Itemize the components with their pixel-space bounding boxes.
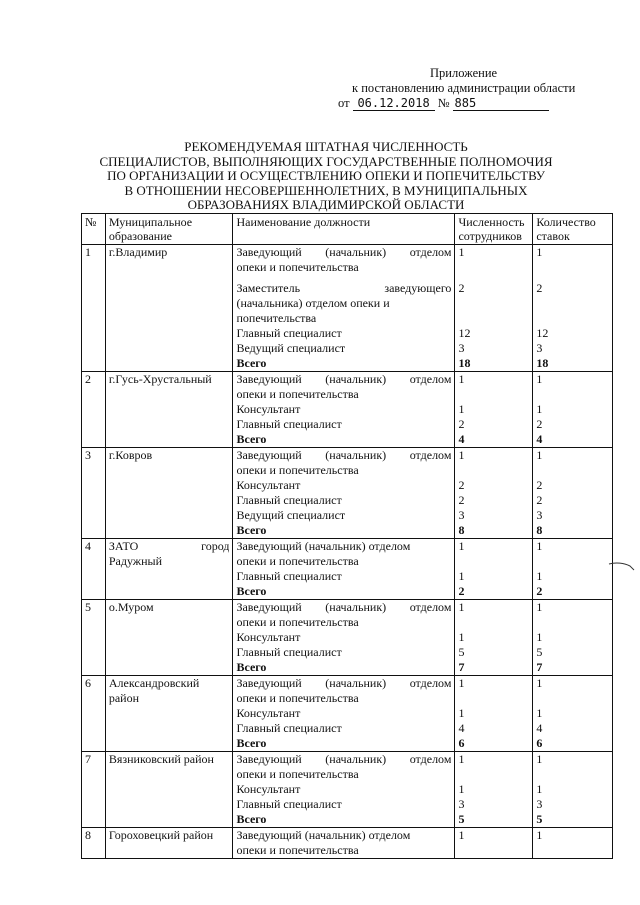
total-label: Всего: [236, 736, 267, 750]
employees-cell: [455, 245, 533, 372]
employee-count: 3: [458, 797, 465, 811]
employee-count: 1: [458, 630, 465, 644]
rates-cell: [533, 448, 613, 539]
number-label: №: [437, 96, 450, 110]
employees-cell: [455, 448, 533, 539]
position-cell: [233, 539, 455, 600]
position-name: Главный специалист: [236, 493, 342, 507]
position-name: Главный специалист: [236, 569, 342, 583]
appendix-date-number: [338, 96, 588, 111]
employee-count: 3: [458, 341, 465, 355]
rate-count: 3: [536, 341, 543, 355]
position-name: Главный специалист: [236, 326, 342, 340]
rates-cell: [533, 600, 613, 676]
rate-count: 3: [536, 797, 543, 811]
employee-count: 1: [458, 600, 465, 614]
document-title: [90, 140, 562, 213]
position-name: опеки и попечительства: [236, 463, 359, 477]
employee-count: 1: [458, 372, 465, 386]
header-position: Наименование должности: [233, 214, 455, 245]
employee-count: 1: [458, 752, 465, 766]
title-line: РЕКОМЕНДУЕМАЯ ШТАТНАЯ ЧИСЛЕННОСТЬ: [184, 139, 468, 154]
position-name: опеки и попечительства: [236, 691, 359, 705]
employee-count: 1: [458, 706, 465, 720]
position-cell: [233, 828, 455, 859]
employee-count: 4: [458, 432, 465, 446]
row-number: 8: [82, 828, 106, 859]
rate-count: 2: [536, 281, 543, 295]
rate-count: 1: [536, 539, 543, 553]
employees-cell: [455, 372, 533, 448]
rates-cell: [533, 372, 613, 448]
rate-count: 1: [536, 828, 543, 842]
employee-count: 1: [458, 448, 465, 462]
table-row: [82, 539, 613, 600]
table-row: [82, 372, 613, 448]
rate-count: 1: [536, 600, 543, 614]
from-label: от: [338, 96, 350, 110]
rate-count: 1: [536, 676, 543, 690]
position-name: опеки и попечительства: [236, 260, 359, 274]
position-cell: [233, 372, 455, 448]
employee-count: 2: [458, 493, 465, 507]
municipality-name: Вязниковский район: [105, 752, 233, 828]
rate-count: 1: [536, 245, 543, 259]
position-cell: [233, 676, 455, 752]
rate-count: 1: [536, 630, 543, 644]
employee-count: 18: [458, 356, 471, 370]
row-number: 3: [82, 448, 106, 539]
position-name: Заведующий (начальник) отделом: [236, 448, 452, 462]
employee-count: 8: [458, 523, 465, 537]
municipality-name: Гороховецкий район: [105, 828, 233, 859]
position-name: (начальника) отделом опеки и: [236, 296, 390, 310]
position-name: опеки и попечительства: [236, 554, 359, 568]
employee-count: 1: [458, 782, 465, 796]
employees-cell: [455, 828, 533, 859]
employee-count: 1: [458, 245, 465, 259]
position-cell: [233, 448, 455, 539]
row-number: 6: [82, 676, 106, 752]
position-name: Заведующий (начальник) отделом: [236, 676, 452, 690]
rate-count: 1: [536, 782, 543, 796]
position-cell: [233, 600, 455, 676]
rate-count: 6: [536, 736, 543, 750]
row-number: 7: [82, 752, 106, 828]
table-row: [82, 752, 613, 828]
municipality-name: Александровский район: [105, 676, 233, 752]
employee-count: 2: [458, 417, 465, 431]
municipality-name: г.Ковров: [105, 448, 233, 539]
rate-count: 1: [536, 752, 543, 766]
table-row: [82, 600, 613, 676]
employee-count: 2: [458, 584, 465, 598]
position-cell: [233, 245, 455, 372]
employee-count: 5: [458, 812, 465, 826]
employee-count: 2: [458, 281, 465, 295]
rate-count: 7: [536, 660, 543, 674]
rate-count: 1: [536, 569, 543, 583]
rate-count: 2: [536, 478, 543, 492]
row-number: 1: [82, 245, 106, 372]
total-label: Всего: [236, 432, 267, 446]
position-name: Главный специалист: [236, 417, 342, 431]
rates-cell: [533, 828, 613, 859]
position-name: опеки и попечительства: [236, 767, 359, 781]
table-row: [82, 245, 613, 372]
employee-count: 1: [458, 676, 465, 690]
employee-count: 1: [458, 828, 465, 842]
employees-cell: [455, 752, 533, 828]
rate-count: 5: [536, 812, 543, 826]
title-line: ОБРАЗОВАНИЯХ ВЛАДИМИРСКОЙ ОБЛАСТИ: [187, 197, 465, 213]
position-name: Заместитель заведующего: [236, 281, 452, 295]
municipality-name: г.Владимир: [105, 245, 233, 372]
municipality-name: г.Гусь-Хрустальный: [105, 372, 233, 448]
rates-cell: [533, 752, 613, 828]
position-name: Консультант: [236, 630, 301, 644]
rate-count: 2: [536, 417, 543, 431]
row-number: 5: [82, 600, 106, 676]
position-name: опеки и попечительства: [236, 843, 359, 857]
employees-cell: [455, 539, 533, 600]
row-number: 4: [82, 539, 106, 600]
header-municipality: Муниципальное образование: [105, 214, 233, 245]
rate-count: 4: [536, 721, 543, 735]
position-name: Ведущий специалист: [236, 341, 346, 355]
employees-cell: [455, 676, 533, 752]
table-body: [82, 245, 613, 859]
employees-cell: [455, 600, 533, 676]
employee-count: 3: [458, 508, 465, 522]
table-header-row: [82, 214, 613, 245]
position-name: опеки и попечительства: [236, 615, 359, 629]
employee-count: 1: [458, 402, 465, 416]
position-name: Заведующий (начальник) отделом: [236, 600, 452, 614]
position-name: Заведующий (начальник) отделом: [236, 372, 452, 386]
total-label: Всего: [236, 660, 267, 674]
rates-cell: [533, 245, 613, 372]
position-cell: [233, 752, 455, 828]
position-name: Консультант: [236, 706, 301, 720]
position-name: Главный специалист: [236, 645, 342, 659]
header-employees: Численность сотрудников: [455, 214, 533, 245]
employee-count: 1: [458, 539, 465, 553]
employee-count: 6: [458, 736, 465, 750]
position-name: Ведущий специалист: [236, 508, 346, 522]
employee-count: 5: [458, 645, 465, 659]
rate-count: 18: [536, 356, 549, 370]
position-name: Заведующий (начальник) отделом: [236, 828, 411, 842]
total-label: Всего: [236, 356, 267, 370]
rate-count: 1: [536, 448, 543, 462]
employee-count: 12: [458, 326, 471, 340]
employee-count: 4: [458, 721, 465, 735]
rate-count: 1: [536, 706, 543, 720]
rate-count: 4: [536, 432, 543, 446]
position-name: Главный специалист: [236, 721, 342, 735]
rate-count: 2: [536, 584, 543, 598]
position-name: Консультант: [236, 402, 301, 416]
position-name: Консультант: [236, 478, 301, 492]
total-label: Всего: [236, 584, 267, 598]
table-row: [82, 676, 613, 752]
employee-count: 1: [458, 569, 465, 583]
title-line: ПО ОРГАНИЗАЦИИ И ОСУЩЕСТВЛЕНИЮ ОПЕКИ И ПОПЕЧИТЕЛЬСТВУ: [107, 168, 545, 184]
appendix-reference: к постановлению администрации области: [352, 81, 576, 95]
position-name: Консультант: [236, 782, 301, 796]
employee-count: 7: [458, 660, 465, 674]
position-name: опеки и попечительства: [236, 387, 359, 401]
staffing-table: [81, 213, 613, 859]
rate-count: 1: [536, 402, 543, 416]
appendix-block: [338, 66, 588, 111]
rate-count: 8: [536, 523, 543, 537]
header-no: №: [82, 214, 106, 245]
rates-cell: [533, 676, 613, 752]
rate-count: 12: [536, 326, 549, 340]
pen-mark: [608, 561, 636, 571]
header-rates: Количество ставок: [533, 214, 613, 245]
rate-count: 2: [536, 493, 543, 507]
employee-count: 2: [458, 478, 465, 492]
position-name: Главный специалист: [236, 797, 342, 811]
rate-count: 1: [536, 372, 543, 386]
decree-number: 885: [453, 97, 549, 111]
position-name: Заведующий (начальник) отделом: [236, 752, 452, 766]
rate-count: 3: [536, 508, 543, 522]
rates-cell: [533, 539, 613, 600]
total-label: Всего: [236, 523, 267, 537]
title-line: СПЕЦИАЛИСТОВ, ВЫПОЛНЯЮЩИХ ГОСУДАРСТВЕННЫЕ ПОЛНОМОЧИЯ: [99, 153, 553, 169]
decree-date: 06.12.2018: [353, 97, 435, 111]
table-row: [82, 828, 613, 859]
title-line: В ОТНОШЕНИИ НЕСОВЕРШЕННОЛЕТНИХ, В МУНИЦИПАЛЬНЫХ: [124, 182, 528, 198]
rate-count: 5: [536, 645, 543, 659]
position-name: Заведующий (начальник) отделом: [236, 539, 411, 553]
position-name: попечительства: [236, 311, 317, 325]
position-name: Заведующий (начальник) отделом: [236, 245, 452, 259]
table-row: [82, 448, 613, 539]
appendix-title: Приложение: [430, 66, 498, 80]
municipality-name: ЗАТО город Радужный: [105, 539, 233, 600]
row-number: 2: [82, 372, 106, 448]
municipality-name: о.Муром: [105, 600, 233, 676]
total-label: Всего: [236, 812, 267, 826]
